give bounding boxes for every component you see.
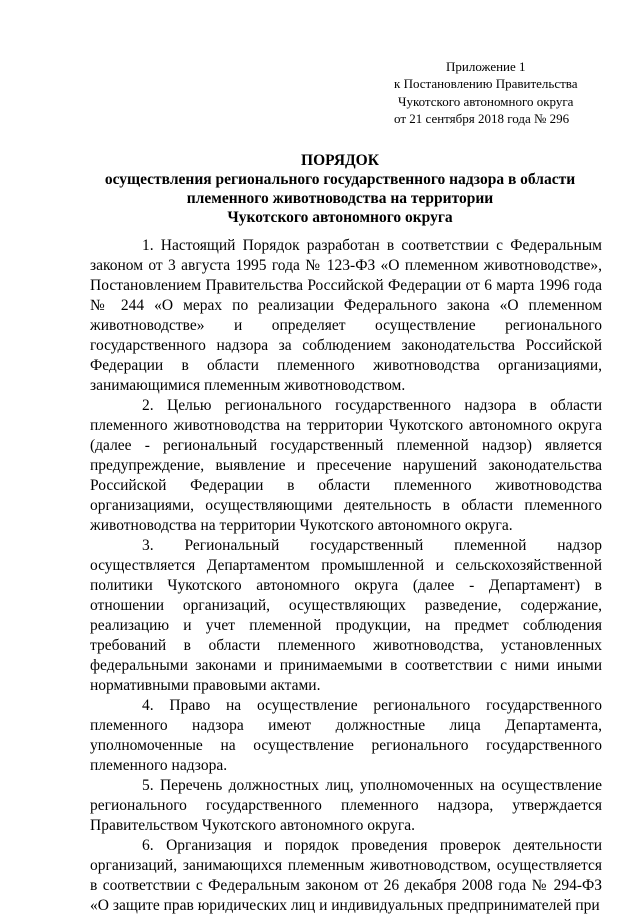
appendix-line: к Постановлению Правительства bbox=[394, 76, 578, 92]
title-heading: ПОРЯДОК bbox=[301, 152, 379, 169]
paragraph-1: 1. Настоящий Порядок разработан в соответствии с Федеральным законом от 3 августа 1995 года № 123-ФЗ «О племенном животноводстве», Постановлением Правительства Российской Федерации от 6 марта 1996 года № 244 «О мерах по реализации Федерального закона «О племенном животноводстве» и определяет осуществление регионального государственного надзора за соблюдением законодательства Российской Федерации в области племенного животноводства организациями, занимающимися племенным животноводством. bbox=[90, 237, 602, 394]
paragraph-2: 2. Целью регионального государственного надзора в области племенного животноводства на территории Чукотского автономного округа (далее - региональный государственный племенной надзор) является предупреждение, выявление и пресечение нарушений законодательства Российской Федерации в области племенного животноводства организациями, осуществляющими деятельность в области племенного животноводства на территории Чукотского автономного округа. bbox=[90, 397, 602, 534]
paragraph-4: 4. Право на осуществление регионального государственного племенного надзора имеют должностные лица Департамента, уполномоченные на осуществление регионального государственного племенного надзора. bbox=[90, 697, 602, 774]
appendix-header bbox=[380, 58, 610, 127]
document-body bbox=[90, 236, 602, 916]
appendix-line: от 21 сентября 2018 года № 296 bbox=[394, 110, 570, 126]
paragraph-6: 6. Организация и порядок проведения проверок деятельности организаций, занимающихся племенным животноводством, осуществляется в соответствии с Федеральным законом от 26 декабря 2008 года № 294-ФЗ «О защите прав юридических лиц и индивидуальных предпринимателей при bbox=[90, 837, 602, 914]
title-subtitle-line: осуществления регионального государственного надзора в области bbox=[104, 171, 576, 188]
title-subtitle-line: Чукотского автономного округа bbox=[227, 209, 453, 226]
paragraph-5: 5. Перечень должностных лиц, уполномоченных на осуществление регионального государственного племенного надзора, утверждается Правительством Чукотского автономного округа. bbox=[90, 777, 602, 834]
title-subtitle-line: племенного животноводства на территории bbox=[186, 190, 494, 207]
document-title bbox=[40, 151, 640, 227]
paragraph-3: 3. Региональный государственный племенной надзор осуществляется Департаментом промышленной и сельскохозяйственной политики Чукотского автономного округа (далее - Департамент) в отношении организаций, осуществляющих разведение, содержание, реализацию и учет племенной продукции, на предмет соблюдения требований в области племенного животноводства, установленных федеральными законами и принимаемыми в соответствии с ними иными нормативными правовыми актами. bbox=[90, 537, 602, 694]
appendix-line: Приложение 1 bbox=[446, 59, 526, 74]
appendix-line: Чукотского автономного округа bbox=[398, 93, 574, 109]
